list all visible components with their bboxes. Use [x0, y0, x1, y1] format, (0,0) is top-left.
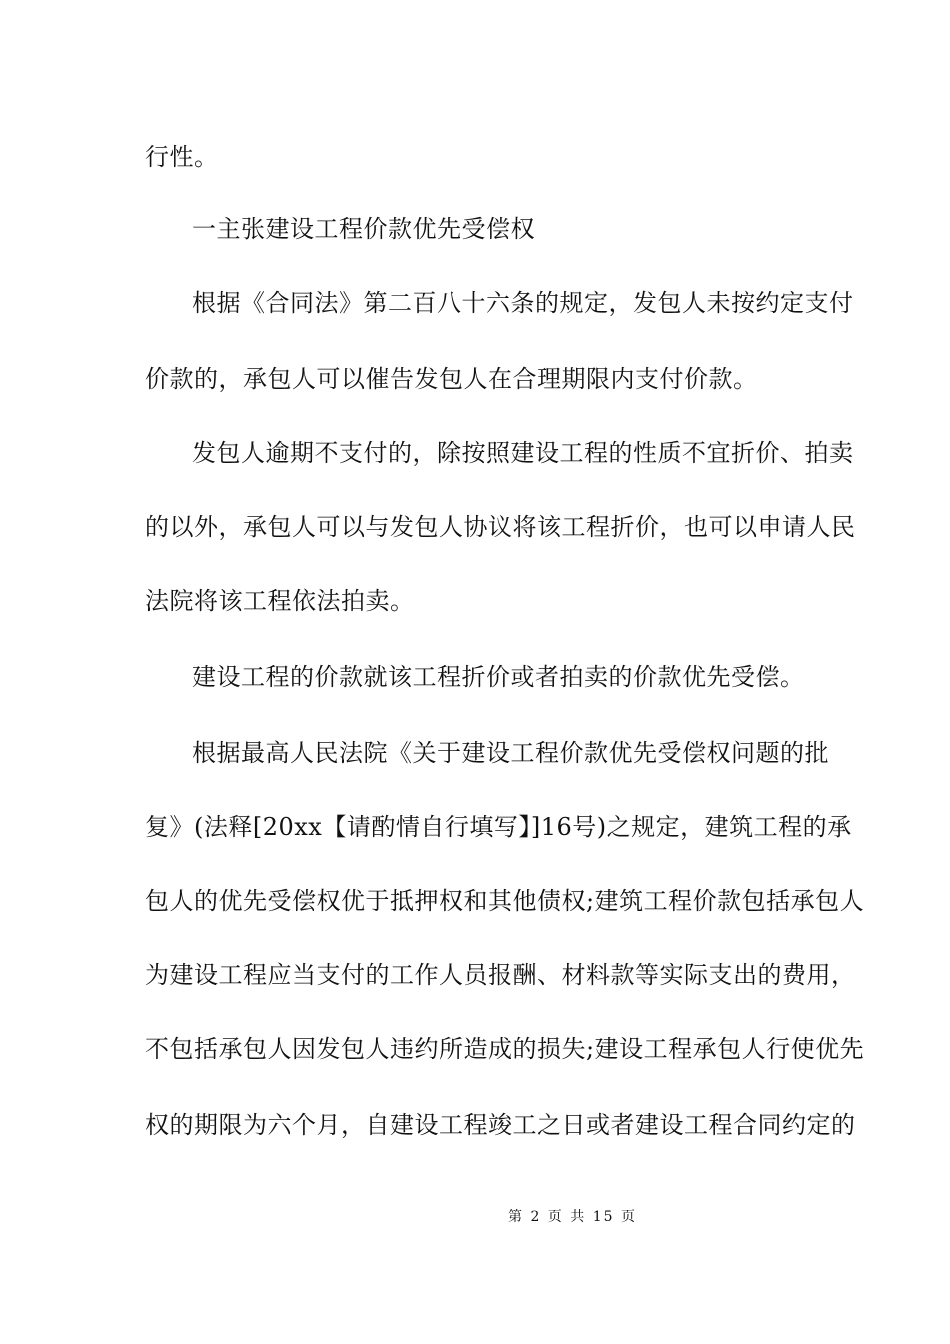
section-heading: 一主张建设工程价款优先受偿权 [192, 215, 535, 243]
text-line: 根据最高人民法院《关于建设工程价款优先受偿权问题的批 [192, 739, 829, 767]
text-line: 权的期限为六个月，自建设工程竣工之日或者建设工程合同约定的 [145, 1111, 856, 1139]
text-line: 发包人逾期不支付的，除按照建设工程的性质不宜折价、拍卖 [192, 439, 854, 467]
text-line: 根据《合同法》第二百八十六条的规定，发包人未按约定支付 [192, 289, 854, 317]
text-line: 建设工程的价款就该工程折价或者拍卖的价款优先受偿。 [192, 663, 805, 691]
page-number-footer: 第 2 页 共 15 页 [508, 1209, 637, 1225]
text-line: 包人的优先受偿权优于抵押权和其他债权;建筑工程价款包括承包人 [145, 887, 865, 915]
text-line: 的以外，承包人可以与发包人协议将该工程折价，也可以申请人民 [145, 513, 856, 541]
text-line: 行性。 [145, 143, 219, 171]
text-line: 为建设工程应当支付的工作人员报酬、材料款等实际支出的费用， [145, 961, 856, 989]
text-line: 价款的，承包人可以催告发包人在合理期限内支付价款。 [145, 365, 758, 393]
text-line: 不包括承包人因发包人违约所造成的损失;建设工程承包人行使优先 [145, 1035, 865, 1063]
text-line: 法院将该工程依法拍卖。 [145, 587, 415, 615]
text-line: 复》(法释[20xx【请酌情自行填写】]16号)之规定，建筑工程的承 [145, 813, 852, 841]
